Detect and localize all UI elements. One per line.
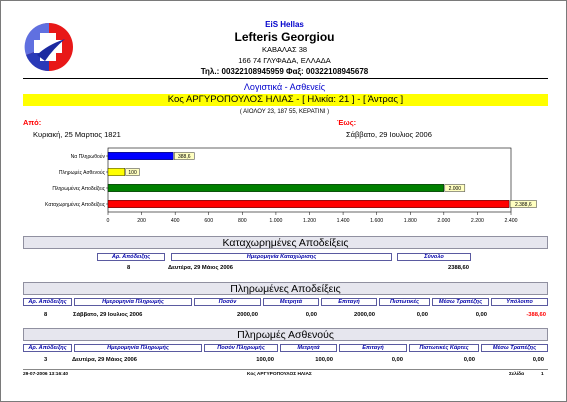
registered-row-date: Δευτέρα, 29 Μάιος 2006: [168, 265, 233, 271]
payments-col-cards: Πιστωτικές Κάρτες: [409, 344, 479, 352]
x-tick-label: 2.200: [470, 218, 484, 224]
payments-row-cheque: 0,00: [391, 357, 403, 363]
paid-col-cheque: Επιταγή: [321, 298, 377, 306]
x-tick-label: 1.000: [269, 218, 283, 224]
paid-col-bank: Μέσω Τραπέζης: [432, 298, 489, 306]
footer-divider: [23, 369, 548, 370]
from-label: Από:: [23, 118, 42, 127]
footer-page-number: 1: [541, 372, 544, 377]
company-name: EiS Hellas: [265, 20, 304, 29]
payments-col-amount: Ποσόν Πληρωμής: [204, 344, 278, 352]
paid-row-bank: 0,00: [475, 312, 487, 318]
x-tick-label: 2.400: [504, 218, 518, 224]
x-tick-label: 1.600: [370, 218, 384, 224]
from-date: Κυριακή, 25 Μαρτιος 1821: [33, 130, 121, 139]
doctor-name: Lefteris Georgiou: [234, 30, 335, 44]
to-label: Έως:: [337, 118, 357, 127]
value-label: 100: [128, 169, 137, 176]
phone-numbers: Τηλ.: 00322108945959 Φαξ: 00322108945678: [200, 67, 369, 76]
paid-row-balance: -388,60: [526, 312, 546, 318]
report-section-title: Λογιστικά - Ασθενείς: [243, 82, 326, 92]
paid-row-cash: 0,00: [305, 312, 317, 318]
payments-col-cheque: Επιταγή: [339, 344, 407, 352]
street-address: ΚΑΒΑΛΑΣ 38: [261, 45, 308, 54]
registered-col-date: Ημερομηνία Καταχώρισης: [171, 253, 392, 261]
value-label: 2.388,6: [514, 201, 532, 208]
paid-col-balance: Υπόλοιπο: [491, 298, 548, 306]
payments-col-date: Ημερομηνία Πληρωμής: [74, 344, 202, 352]
payments-row-cards: 0,00: [463, 357, 475, 363]
payments-col-bank: Μέσω Τραπέζης: [481, 344, 548, 352]
patient-banner: Κος ΑΡΓΥΡΟΠΟΥΛΟΣ ΗΛΙΑΣ - [ Ηλικία: 21 ] - [ Άντρας ]: [23, 94, 548, 106]
paid-col-amount: Ποσόν: [194, 298, 261, 306]
paid-row-amount: 2000,00: [237, 312, 258, 318]
balance-chart: [21, 146, 548, 228]
bar: [108, 168, 125, 176]
x-tick-label: 400: [170, 218, 180, 224]
paid-col-date: Ημερομηνία Πληρωμής: [74, 298, 192, 306]
registered-col-receipt-no: Αρ. Απόδειξης: [97, 253, 165, 261]
x-tick-label: 0: [106, 218, 110, 224]
to-date: Σάββατο, 29 Ιουλιος 2006: [346, 130, 432, 139]
footer-timestamp: 29-07-2006 13:16:40: [23, 372, 69, 377]
registered-receipts-header: Καταχωρημένες Αποδείξεις: [23, 236, 548, 249]
bar: [108, 200, 509, 208]
bar: [108, 184, 444, 192]
x-tick-label: 1.200: [303, 218, 316, 224]
footer-page-label: Σελίδα: [509, 372, 525, 377]
x-tick-label: 1.400: [336, 218, 350, 224]
x-tick-label: 800: [238, 218, 247, 224]
x-tick-label: 600: [204, 218, 214, 224]
payments-row-amount: 100,00: [256, 357, 274, 363]
payments-row-cash: 100,00: [315, 357, 333, 363]
footer-patient: Κος ΑΡΓΥΡΟΠΟΥΛΟΣ ΗΛΙΑΣ: [247, 372, 312, 377]
payments-row-receipt-no: 3: [44, 357, 48, 363]
x-tick-label: 2.000: [437, 218, 451, 224]
payments-row-bank: 0,00: [532, 357, 544, 363]
payments-col-receipt-no: Αρ. Απόδειξης: [23, 344, 72, 352]
value-label: 2.000: [448, 185, 462, 192]
registered-row-total: 2388,60: [448, 265, 469, 271]
paid-receipts-header: Πληρωμένες Αποδείξεις: [23, 282, 548, 295]
x-tick-label: 1.800: [403, 218, 417, 224]
category-label: Καταχωρημένες Αποδείξεις: [45, 201, 105, 208]
paid-col-receipt-no: Αρ. Απόδειξης: [23, 298, 72, 306]
category-label: Πληρωμένες Αποδείξεις: [52, 185, 105, 192]
paid-row-cheque: 2000,00: [354, 312, 375, 318]
paid-col-cash: Μετρητά: [263, 298, 319, 306]
registered-col-total: Σύνολο: [397, 253, 471, 261]
payments-row-date: Δευτέρα, 29 Μάιος 2006: [72, 357, 137, 363]
paid-row-receipt-no: 8: [44, 312, 48, 318]
registered-row-receipt-no: 8: [127, 265, 131, 271]
paid-col-credit: Πιστωτικές: [379, 298, 430, 306]
value-label: 388,6: [177, 153, 191, 160]
category-label: Να Πληρωθούν: [70, 153, 105, 160]
city-address: 166 74 ΓΛΥΦΑΔΑ, ΕΛΛΑΔΑ: [238, 56, 331, 65]
paid-row-credit: 0,00: [416, 312, 428, 318]
paid-row-date: Σάββατο, 29 Ιουλιος 2006: [73, 312, 143, 318]
payments-col-cash: Μετρητά: [280, 344, 337, 352]
category-label: Πληρωμές Ασθενούς: [58, 169, 105, 176]
bar: [108, 152, 173, 160]
patient-address: ( ΑΙΟΛΟΥ 23, 187 55, ΚΕΡΑΤΙΝΙ ): [239, 109, 330, 115]
x-tick-label: 200: [137, 218, 146, 224]
header-divider: [23, 78, 548, 79]
patient-payments-header: Πληρωμές Ασθενούς: [23, 328, 548, 341]
